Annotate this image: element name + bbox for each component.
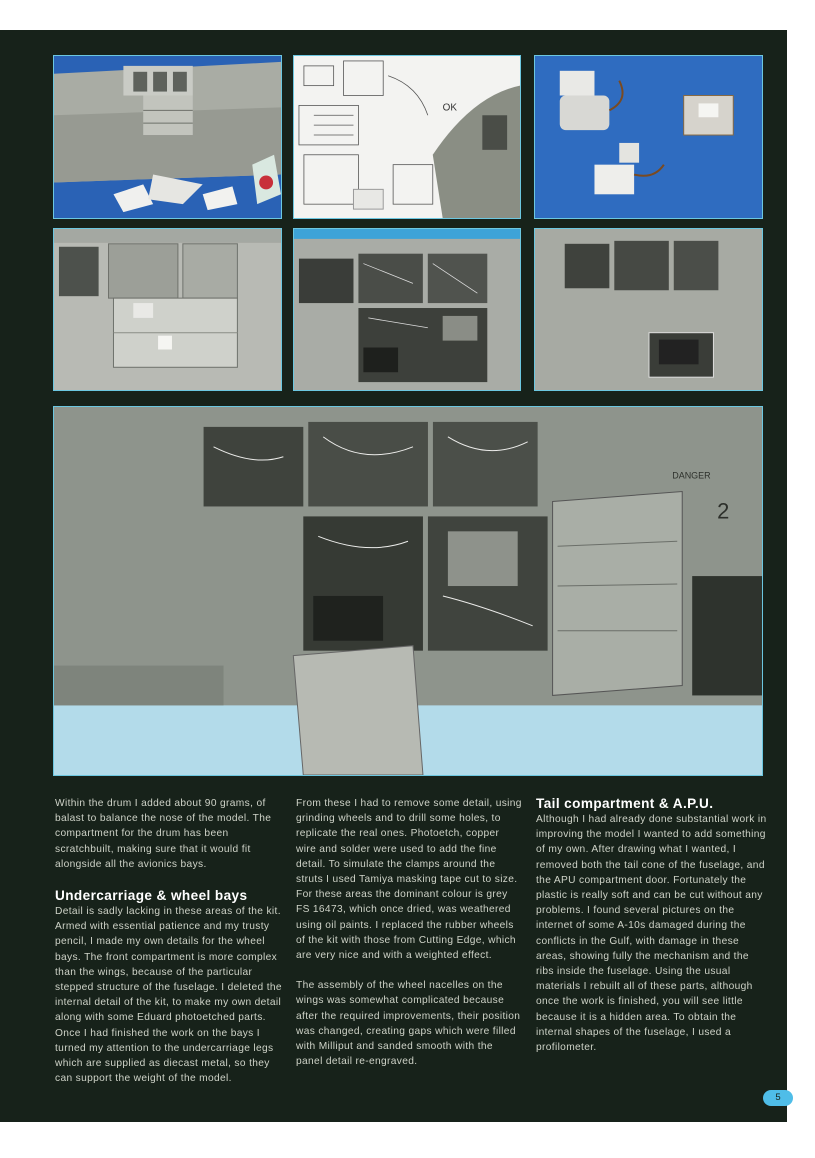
photo-apu-parts bbox=[534, 55, 763, 219]
sketch-label: OK bbox=[442, 102, 457, 114]
photo-main-avionics bbox=[53, 406, 763, 776]
nacelles-paragraph: The assembly of the wheel nacelles on the wings was somewhat complicated because after the required improvements, their position was changed, creating gaps which were filled with Milliput and sanded smooth with the panel detail re-engraved. bbox=[296, 980, 521, 1068]
text-column-3 bbox=[536, 795, 768, 1055]
danger-placard: DANGER bbox=[672, 470, 711, 481]
photo-bays-wired bbox=[293, 228, 521, 391]
tail-paragraph: Although I had already done substantial work in improving the model I wanted to add something of my own. After drawing what I wanted, I removed both the tail cone of the fuselage, and the APU compartment door. Fortunately the plastic is really soft and can be cut without any problems. I found several pictures on the internet of some A-10s damaged during the conflicts in the Gulf, with damage in these areas, showing fully the mechanism and the ribs inside the fuselage. Using the usual materials I rebuilt all of these parts, although once the work is finished, you will see little because it is a hidden area. To obtain the internal shapes of the fuselage, I used a profilometer. bbox=[536, 814, 767, 1054]
aircraft-marking: 2 bbox=[717, 498, 730, 524]
heading-tail-apu: Tail compartment & A.P.U. bbox=[536, 796, 714, 811]
page-number-badge: 5 bbox=[763, 1090, 793, 1106]
text-column-1 bbox=[55, 796, 283, 1086]
undercarriage-paragraph: Detail is sadly lacking in these areas of the kit. Armed with essential patience and my trusty pencil, I made my own details for the wheel bays. The front compartment is more complex than the wings, because of the particular stepped structure of the fuselage. I deleted the internal detail of the kit, to make my own detail along with some Eduard photoetched parts. Once I had finished the work on the bays I turned my attention to the undercarriage legs which are supplied as diecast metal, so they can support the weight of the model. bbox=[55, 906, 282, 1085]
photo-sketches bbox=[293, 55, 521, 219]
wheels-paragraph: From these I had to remove some detail, using grinding wheels and to drill some holes, to replicate the real ones. Photoetch, copper wire and solder were used to add the fine detail. To simulate the clamps around the struts I used Tamiya masking tape cut to size. For these areas the dominant colour is grey FS 16473, which once dried, was weathered using oil paints. I replaced the rubber wheels of the kit with those from Cutting Edge, which are very nice and with a weighted effect. bbox=[296, 798, 522, 962]
photo-bays-closed bbox=[534, 228, 763, 391]
photo-bays-unpainted bbox=[53, 228, 282, 391]
photo-fuselage-nose-bays bbox=[53, 55, 282, 219]
text-column-2 bbox=[296, 796, 522, 1069]
intro-paragraph: Within the drum I added about 90 grams, of balast to balance the nose of the model. The compartment for the drum has been scratchbuilt, making sure that it would fit alongside all the avionics bays. bbox=[55, 798, 272, 870]
heading-undercarriage: Undercarriage & wheel bays bbox=[55, 888, 248, 904]
